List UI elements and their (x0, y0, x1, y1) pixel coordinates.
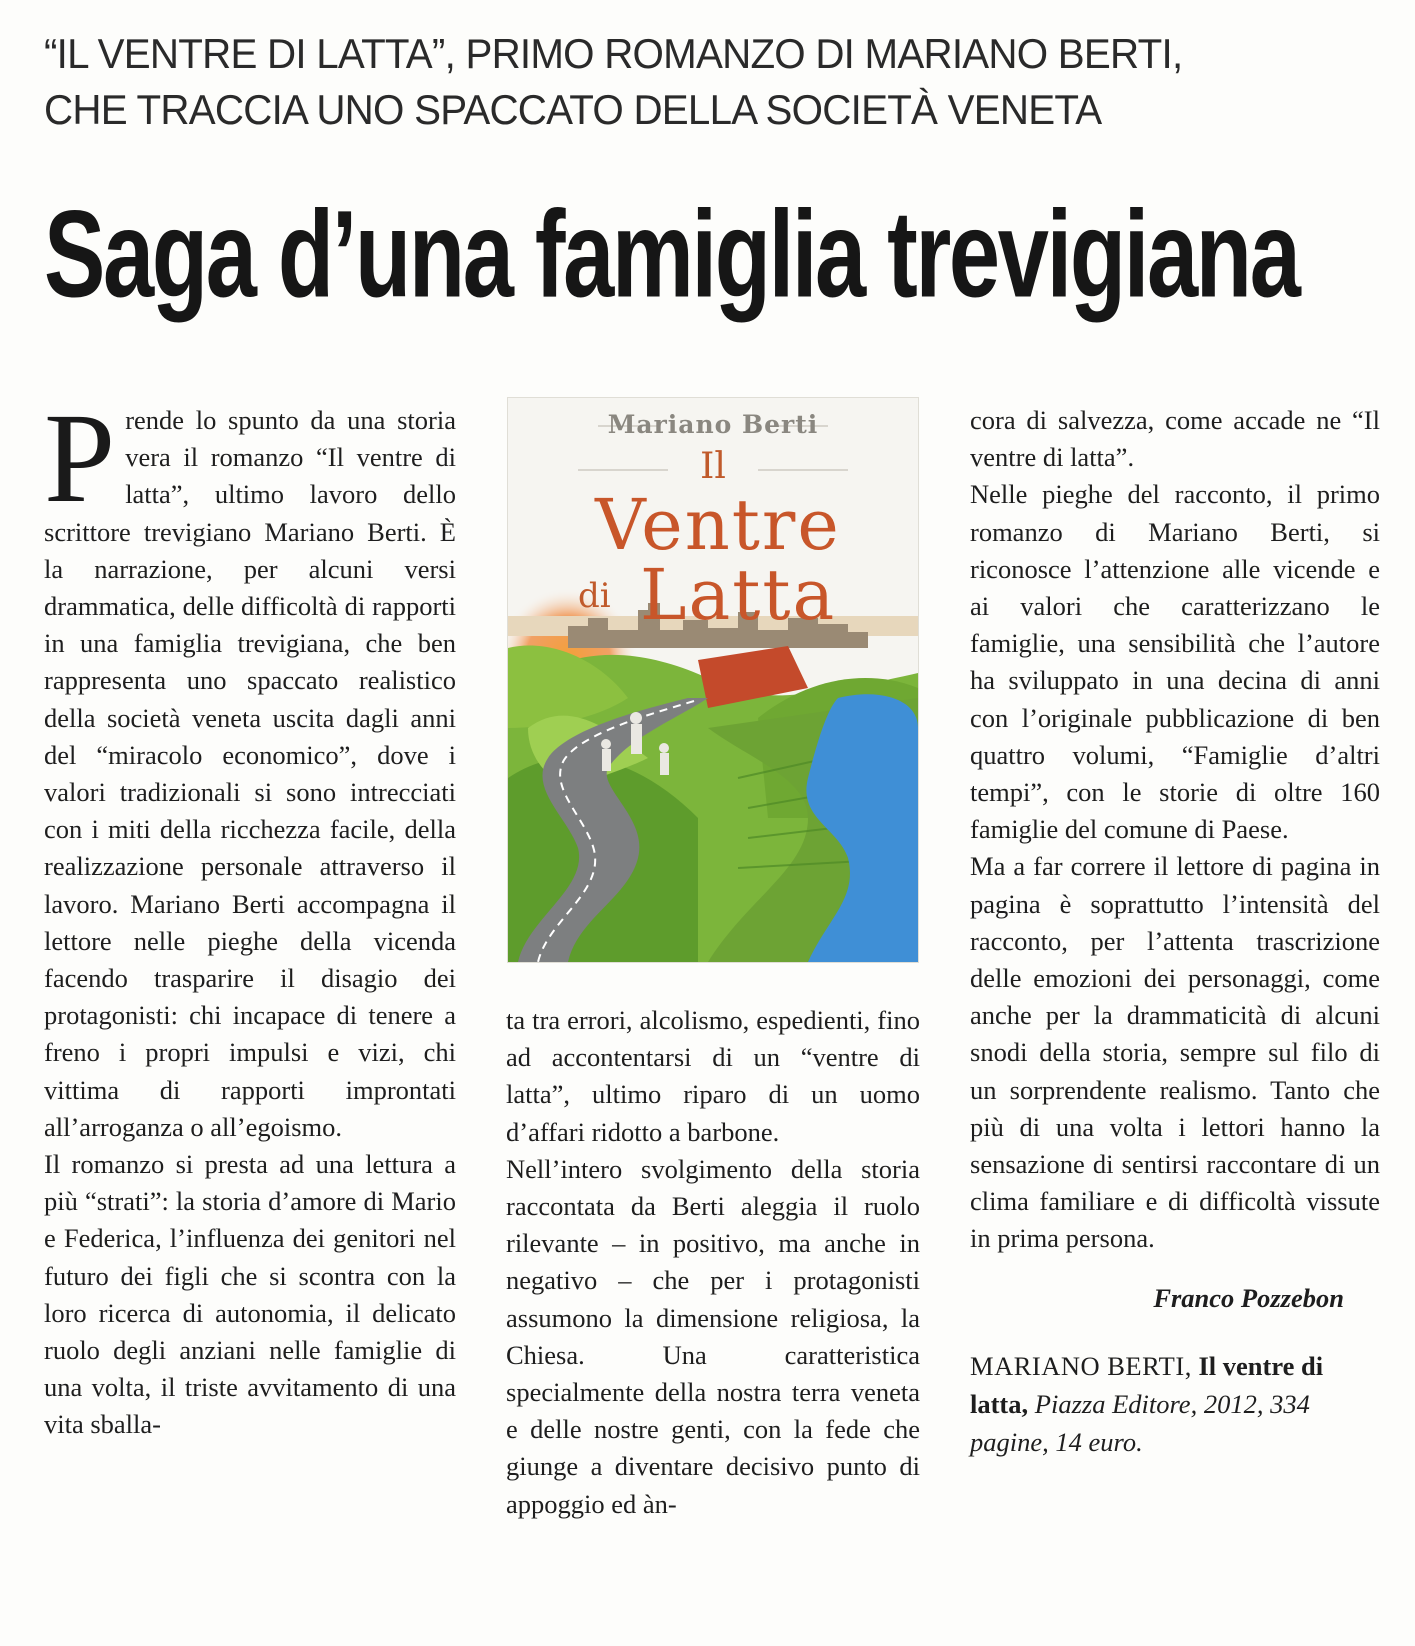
book-info (970, 1347, 1380, 1461)
book-info-author: MARIANO BERTI, (970, 1350, 1192, 1381)
paragraph: cora di salvezza, come accade ne “Il ventre di latta”. (970, 405, 1380, 473)
kicker-line-2: CHE TRACCIA UNO SPACCATO DELLA SOCIETÀ VENETA (44, 86, 1102, 133)
article-column-3 (970, 402, 1380, 1461)
cover-title-di: di (578, 576, 611, 616)
paragraph-text: rende lo spunto da una storia vera il romanzo “Il ventre di latta”, ultimo lavoro dello scrittore trevigiano Mariano Berti. È la narrazione, per alcuni versi drammatica, delle difficoltà di rapporti in una famiglia trevigiana, che ben rappresenta uno spaccato realistico della società veneta uscita dagli anni del “miracolo economico”, dove i valori tradizionali si sono intrecciati con i miti della ricchezza facile, della realizzazione personale attraverso il lavoro. Mariano Berti accompagna il lettore nelle pieghe della vicenda facendo trasparire il disagio dei protagonisti: chi incapace di tenere a freno i propri impulsi e vizi, chi vittima di rapporti improntati all’arroganza o all’egoismo. (44, 405, 456, 1142)
paragraph (44, 387, 456, 1146)
cover-author: Mariano Berti (607, 410, 819, 439)
drop-cap: P (44, 387, 116, 529)
book-info-publisher: Piazza Editore, 2012, 334 pagine, 14 euro. (970, 1388, 1310, 1457)
cover-title-ventre: Ventre (595, 484, 841, 566)
cover-title-il: Il (700, 446, 726, 487)
author-signature: Franco Pozzebon (1153, 1282, 1344, 1313)
book-info-title: Il ventre di latta, (970, 1350, 1324, 1419)
article-column-2 (506, 1002, 920, 1523)
kicker-line-1: “IL VENTRE DI LATTA”, PRIMO ROMANZO DI MARIANO BERTI, (44, 30, 1183, 77)
kicker (44, 26, 1330, 138)
paragraph: Il romanzo si presta ad una lettura a più “strati”: la storia d’amore di Mario e Federica, l’influenza dei genitori nel futuro dei figli che si scontra con la loro ricerca di autonomia, il delicato ruolo degli anziani nelle famiglie di una volta, il triste avvitamento di una vita sballa- (44, 1149, 456, 1440)
cover-title-latta: Latta (640, 554, 837, 636)
paragraph: ta tra errori, alcolismo, espedienti, fino ad accontentarsi di un “ventre di latta”, ultimo riparo di un uomo d’affari ridotto a barbone. (506, 1005, 920, 1147)
book-cover-image (508, 398, 918, 962)
paragraph: Ma a far correre il lettore di pagina in pagina è soprattutto l’intensità del racconto, per l’attenta trascrizione delle emozioni dei personaggi, come anche per la drammaticità di alcuni snodi della storia, sempre sul filo di un sorprendente realismo. Tanto che più di una volta i lettori hanno la sensazione di sentirsi raccontare di un clima familiare e di difficoltà vissute in prima persona. (970, 851, 1380, 1254)
paragraph: Nell’intero svolgimento della storia raccontata da Berti aleggia il ruolo rilevante – in positivo, ma anche in negativo – che per i protagonisti assumono la dimensione religiosa, la Chiesa. Una caratteristica specialmente della nostra terra veneta e delle nostre genti, con la fede che giunge a diventare decisivo punto di appoggio ed àn- (506, 1153, 920, 1519)
headline: Saga d’una famiglia trevigiana (44, 185, 1299, 325)
paragraph: Nelle pieghe del racconto, il primo romanzo di Mariano Berti, si riconosce l’attenzione alle vicende e ai valori che caratterizzano le famiglie, una sensibilità che l’autore ha sviluppato in una decina di anni con l’originale pubblicazione di ben quattro volumi, “Famiglie d’altri tempi”, con le storie di oltre 160 famiglie del comune di Paese. (970, 479, 1380, 845)
article-column-1 (44, 387, 456, 1444)
